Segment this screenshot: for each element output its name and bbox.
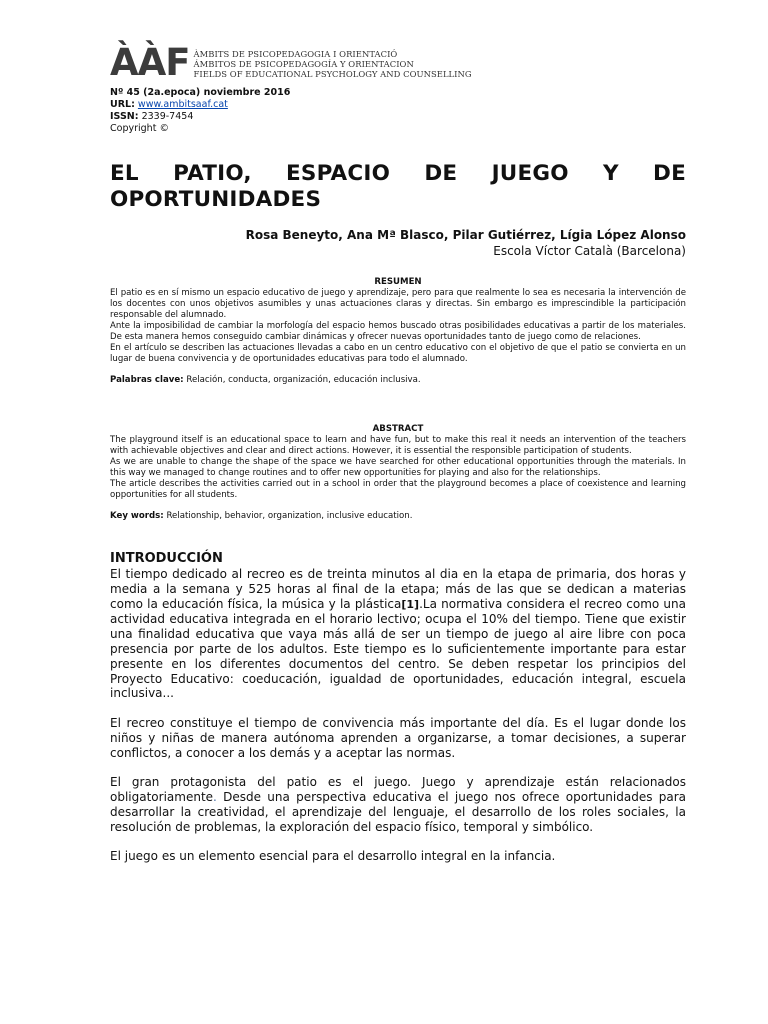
intro-paragraph-3 bbox=[110, 775, 686, 834]
article-title bbox=[110, 161, 686, 213]
palabras-clave-values: Relación, conducta, organización, educación inclusiva. bbox=[186, 375, 421, 385]
journal-name-catalan: ÀMBITS DE PSICOPEDAGOGIA I ORIENTACIÓ bbox=[193, 49, 398, 59]
journal-url-link[interactable]: www.ambitsaaf.cat bbox=[137, 99, 228, 110]
article-page bbox=[110, 40, 686, 879]
intro-body bbox=[110, 567, 686, 864]
intro-text: El gran protagonista del patio es el juego. Juego y aprendizaje están relacionados obligatoriamente bbox=[110, 775, 686, 804]
intro-text: .La normativa considera el recreo como una actividad educativa integrada en el horario lectivo; ocupa el 10% del tiempo. Tiene que existir una finalidad educativa que vaya más allá de ser un tiempo de juego al aire libre con poca presencia por parte de los adultos. Este tiempo es lo suficientemente importante para estar presente en los diferentes documentos del centro. Se deben respetar los principios del Proyecto Educativo: coeducación, igualdad de oportunidades, educación integral, escuela inclusiva... bbox=[110, 596, 686, 701]
key-words-values: Relationship, behavior, organization, inclusive education. bbox=[166, 511, 413, 521]
footnote-ref[interactable]: [1] bbox=[401, 597, 420, 611]
resumen-paragraph: En el artículo se describen las actuaciones llevadas a cabo en un centro educativo con el objetivo de que el patio se convierta en un lugar de buena convivencia y de oportunidades educativas para todo el alumnado. bbox=[110, 343, 686, 364]
authors: Rosa Beneyto, Ana Mª Blasco, Pilar Gutiérrez, Lígia López Alonso bbox=[245, 228, 686, 242]
journal-name-lines bbox=[194, 40, 472, 79]
journal-name-english: FIELDS OF EDUCATIONAL PSYCHOLOGY AND COUNSELLING bbox=[193, 69, 472, 79]
abstract-paragraph: The article describes the activities carried out in a school in order that the playground becomes a place of coexistence and learning opportunities for all students. bbox=[110, 479, 686, 500]
resumen-body bbox=[110, 288, 686, 365]
issue-meta bbox=[110, 87, 686, 135]
key-words-label: Key words: bbox=[110, 511, 164, 521]
intro-text: El tiempo dedicado al recreo es de treinta minutos al dia en la etapa de primaria, dos horas y media a la semana y 525 horas al final de la etapa; más de las que se dedican a materias como la educación física, la música y la plástica bbox=[110, 567, 686, 611]
palabras-clave bbox=[110, 375, 686, 386]
resumen-paragraph: El patio es en sí mismo un espacio educativo de juego y aprendizaje, pero para que realmente lo sea es necesaria la intervención de los docentes con unos objetivos asumibles y unas actuaciones claras y directas. Sin embargo es imprescindible la participación responsable del alumnado. bbox=[110, 288, 686, 320]
title-line-1: EL PATIO, ESPACIO DE JUEGO Y DE bbox=[110, 161, 686, 186]
url-label: URL: bbox=[110, 99, 135, 110]
copyright: Copyright © bbox=[110, 123, 169, 134]
intro-paragraph-1 bbox=[110, 567, 686, 701]
intro-paragraph-4: El juego es un elemento esencial para el desarrollo integral en la infancia. bbox=[110, 849, 556, 864]
issue-number: Nº 45 (2a.epoca) noviembre 2016 bbox=[110, 87, 291, 98]
intro-period: . bbox=[213, 789, 217, 804]
resumen-heading: RESUMEN bbox=[374, 277, 422, 287]
key-words bbox=[110, 511, 686, 522]
journal-header bbox=[110, 40, 686, 86]
intro-paragraph-2: El recreo constituye el tiempo de convivencia más importante del día. Es el lugar donde los niños y niñas de manera autónoma aprenden a organizarse, a tomar decisiones, a superar conflictos, a conocer a los demás y a aceptar las normas. bbox=[110, 715, 686, 760]
abstract-heading: ABSTRACT bbox=[372, 424, 424, 434]
intro-text: Desde una perspectiva educativa el juego nos ofrece oportunidades para desarrollar la creatividad, el aprendizaje del lenguaje, el desarrollo de los roles sociales, la resolución de problemas, la exploración del espacio físico, temporal y simbólico. bbox=[110, 789, 686, 834]
resumen-paragraph: Ante la imposibilidad de cambiar la morfología del espacio hemos buscado otras posibilidades educativas a partir de los materiales. De esta manera hemos conseguido cambiar dinámicas y ofrecer nuevas oportunidades tanto de juego como de relaciones. bbox=[110, 321, 686, 342]
intro-heading: INTRODUCCIÓN bbox=[110, 551, 223, 566]
affiliation: Escola Víctor Català (Barcelona) bbox=[493, 244, 686, 258]
issn-label: ISSN: bbox=[110, 111, 139, 122]
abstract-body bbox=[110, 435, 686, 501]
issn-value: 2339-7454 bbox=[141, 111, 194, 122]
journal-logo: ÀÀF bbox=[110, 41, 190, 84]
title-line-2: OPORTUNIDADES bbox=[110, 187, 322, 212]
abstract-paragraph: The playground itself is an educational space to learn and have fun, but to make this real it needs an intervention of the teachers with achievable objectives and clear and direct actions. However, it is essential the responsible participation of students. bbox=[110, 435, 686, 456]
palabras-clave-label: Palabras clave: bbox=[110, 375, 184, 385]
journal-name-spanish: ÁMBITOS DE PSICOPEDAGOGÍA Y ORIENTACION bbox=[193, 59, 414, 69]
abstract-paragraph: As we are unable to change the shape of the space we have searched for other educational opportunities through the materials. In this way we managed to change routines and to offer new opportunities for playing and also for the relationships. bbox=[110, 457, 686, 478]
